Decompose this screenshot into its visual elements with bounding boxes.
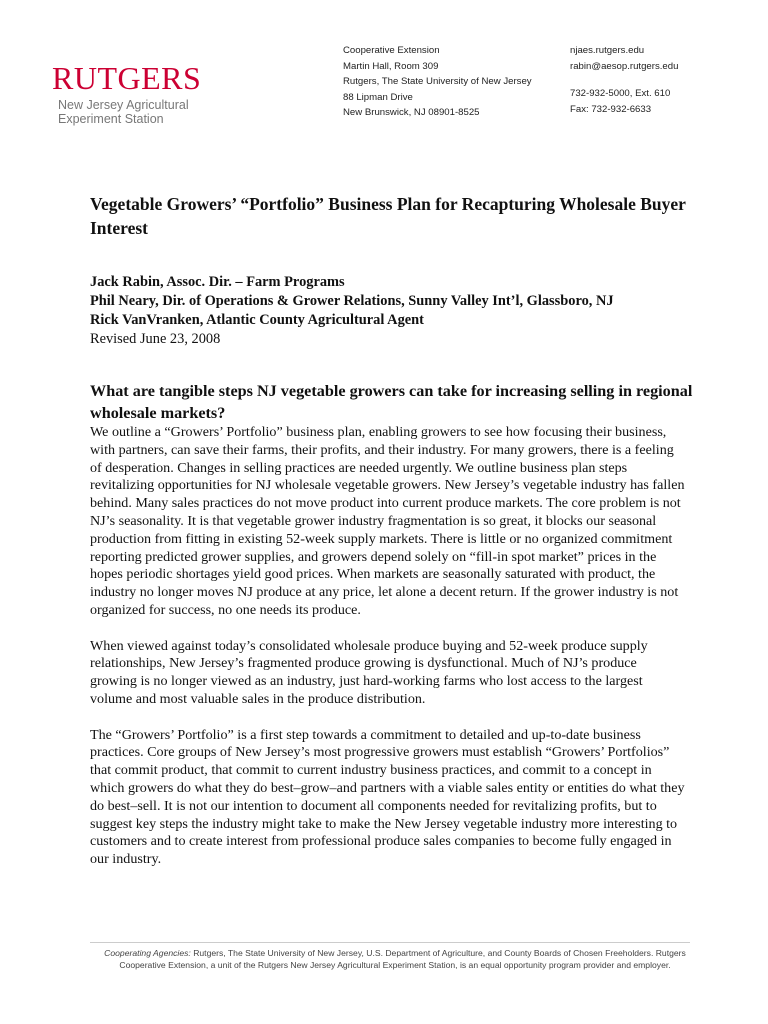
logo-subtitle-line2: Experiment Station: [58, 112, 164, 126]
revised-date: Revised June 23, 2008: [90, 331, 221, 347]
address-block: [343, 43, 532, 121]
footer-note: [95, 948, 695, 971]
footer-divider: [90, 942, 690, 943]
author-line: Jack Rabin, Assoc. Dir. – Farm Programs: [90, 274, 345, 290]
author-line: Rick VanVranken, Atlantic County Agricultural Agent: [90, 312, 424, 328]
address-line: Cooperative Extension: [343, 45, 440, 56]
paragraph: When viewed against today’s consolidated wholesale produce buying and 52-week produce supply relationships, New Jersey’s fragmented produce growing is dysfunctional. Much of NJ’s produce growing is no longer viewed as an industry, just hard-working farms who lost access to the largest volume and most valuable sales in the produce distribution.: [90, 637, 648, 707]
paragraph: We outline a “Growers’ Portfolio” business plan, enabling growers to see how focusing their business, with partners, can save their farms, their profits, and their industry. For many growers, there is a feeling of desperation. Changes in selling practices are needed urgently. We outline business plan steps revitalizing opportunities for NJ wholesale vegetable growers. New Jersey’s vegetable industry has fallen behind. Many sales practices do not move product into current produce markets. The core problem is not NJ’s seasonality. It is that vegetable grower industry fragmentation is so great, it blocks our seasonal production from fitting in existing 52-week supply markets. There is little or no organized commitment reporting predicted grower supplies, and growers depend solely on “fill-in spot market” prices in the hopes periodic shortages yield good prices. When markets are seasonally saturated with product, the industry no longer moves NJ produce at any price, let alone a decent return. If the grower industry is not organized for success, no one needs its produce.: [90, 424, 685, 618]
phone-number: 732-932-5000, Ext. 610: [570, 88, 671, 99]
author-list: [90, 273, 710, 349]
section-heading: What are tangible steps NJ vegetable growers can take for increasing selling in regional wholesale markets?: [90, 382, 693, 422]
address-line: Martin Hall, Room 309: [343, 60, 439, 72]
body-text: [90, 424, 686, 887]
logo-subtitle: [58, 98, 201, 126]
footer-label: Cooperating Agencies:: [104, 948, 191, 958]
address-line: 88 Lipman Drive: [343, 91, 413, 103]
address-line: New Brunswick, NJ 08901-8525: [343, 107, 480, 118]
logo-subtitle-line1: New Jersey Agricultural: [58, 98, 189, 112]
website-link[interactable]: njaes.rutgers.edu: [570, 45, 645, 56]
email-link[interactable]: rabin@aesop.rutgers.edu: [570, 60, 679, 72]
footer-text: Rutgers, The State University of New Jersey, U.S. Department of Agriculture, and County Boards of Chosen Freeholders. Rutgers Cooperative Extension, a unit of the Rutgers New Jersey Agricultural Experiment Station, is an equal opportunity program provider and employer.: [119, 948, 686, 970]
document-title: Vegetable Growers’ “Portfolio” Business Plan for Recapturing Wholesale Buyer Interest: [90, 194, 686, 238]
rutgers-logo: [52, 62, 201, 126]
author-line: Phil Neary, Dir. of Operations & Grower Relations, Sunny Valley Int’l, Glassboro, NJ: [90, 293, 614, 309]
paragraph: The “Growers’ Portfolio” is a first step towards a commitment to detailed and up-to-date business practices. Core groups of New Jersey’s most progressive growers must establish “Growers’ Portfolios” that commit product, that commit to current industry business practices, and commit to a concept in which growers do what they do best–grow–and partners with a viable sales entity or entities do what they do best–sell. It is not our intention to document all components needed for revitalizing profits, but to suggest key steps the industry might take to make the New Jersey vegetable industry more interesting to customers and to create interest from professional produce sales companies to become fully engaged in our industry.: [90, 726, 685, 868]
logo-wordmark: RUTGERS: [52, 60, 202, 96]
address-line: Rutgers, The State University of New Jersey: [343, 76, 532, 87]
fax-number: Fax: 732-932-6633: [570, 103, 652, 115]
contact-block: [570, 43, 678, 117]
